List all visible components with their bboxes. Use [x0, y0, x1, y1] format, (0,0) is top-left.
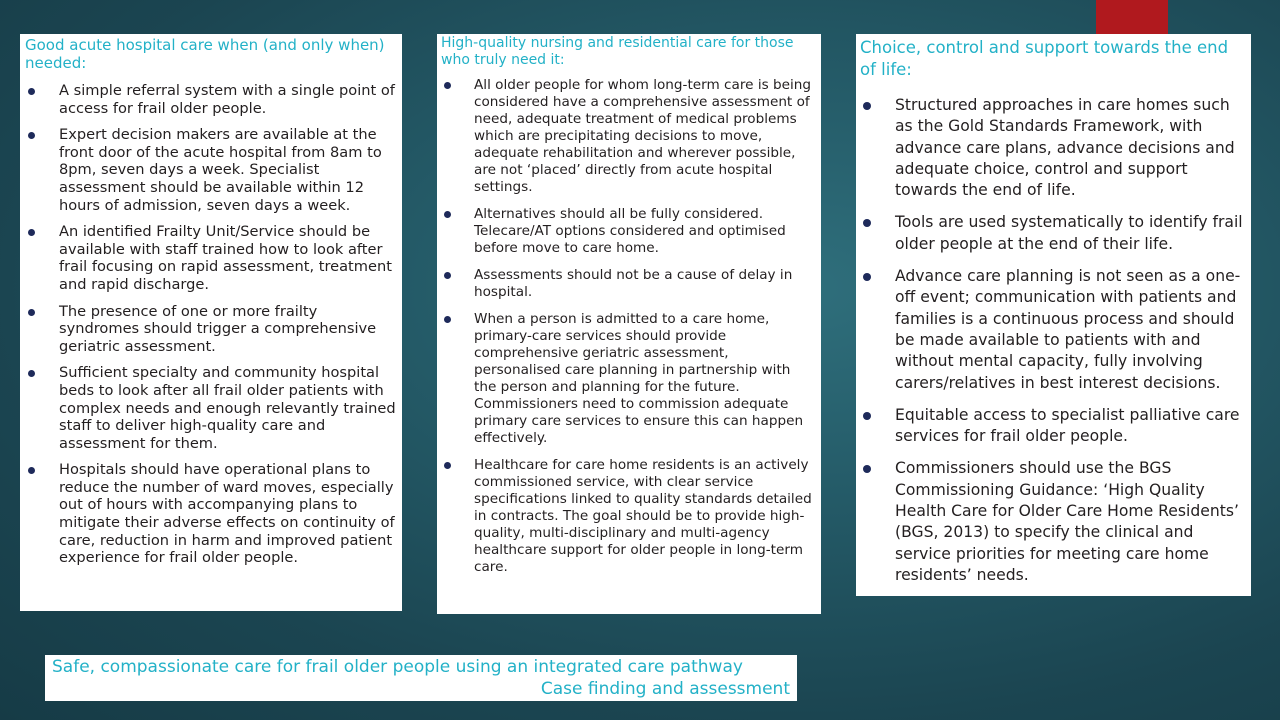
- end-of-life-list: [860, 95, 1247, 586]
- list-item-text: Alternatives should all be fully considered. Telecare/AT options considered and optimised before move to care home.: [474, 206, 786, 256]
- acute-care-list: [25, 82, 398, 567]
- bullet-icon: [28, 132, 35, 139]
- bullet-icon: [28, 88, 35, 95]
- residential-care-heading: High-quality nursing and residential care for those who truly need it:: [441, 35, 794, 68]
- list-item: [25, 82, 398, 117]
- bullet-icon: [444, 272, 451, 279]
- caption-banner: [45, 655, 797, 701]
- list-item-text: An identified Frailty Unit/Service should be available with staff trained how to look after frail focusing on rapid assessment, treatment and rapid discharge.: [59, 223, 392, 293]
- caption-title: Safe, compassionate care for frail older people using an integrated care pathway: [52, 657, 743, 677]
- list-item: [441, 311, 817, 447]
- list-item-text: Assessments should not be a cause of delay in hospital.: [474, 267, 793, 300]
- list-item: [860, 95, 1247, 201]
- list-item-text: Structured approaches in care homes such as the Gold Standards Framework, with advance care plans, advance decisions and adequate choice, control and support towards the end of life.: [895, 96, 1235, 200]
- caption-subtitle: Case finding and assessment: [540, 679, 790, 699]
- list-item-text: Expert decision makers are available at the front door of the acute hospital from 8am to 8pm, seven days a week. Specialist assessment should be available within 12 hours of admission, seven days a week.: [59, 126, 382, 214]
- list-item-text: A simple referral system with a single point of access for frail older people.: [59, 82, 395, 117]
- list-item-text: Sufficient specialty and community hospital beds to look after all frail older patients with complex needs and enough relevantly trained staff to deliver high-quality care and assessment for them.: [59, 364, 396, 452]
- list-item-text: Equitable access to specialist palliative care services for frail older people.: [895, 405, 1240, 446]
- acute-care-panel: [20, 34, 402, 611]
- residential-care-list: [441, 77, 817, 576]
- bullet-icon: [863, 102, 871, 110]
- list-item: [441, 206, 817, 257]
- bullet-icon: [863, 273, 871, 281]
- list-item-text: When a person is admitted to a care home, primary-care services should provide comprehensive geriatric assessment, personalised care planning in partnership with the person and planning for the future. Commissioners need to commission adequate primary care services to ensure this can happen effectively.: [474, 311, 804, 446]
- bullet-icon: [28, 467, 35, 474]
- list-item-text: Advance care planning is not seen as a one-off event; communication with patients and families is a continuous process and should be made available to patients with and without mental capacity, fully involving carers/relatives in best interest decisions.: [895, 267, 1241, 392]
- list-item: [441, 267, 817, 301]
- bullet-icon: [444, 211, 451, 218]
- list-item: [25, 126, 398, 214]
- bullet-icon: [863, 412, 871, 420]
- list-item: [441, 457, 817, 576]
- list-item-text: Healthcare for care home residents is an actively commissioned service, with clear service specifications linked to quality standards detailed in contracts. The goal should be to provide high-quality, multi-disciplinary and multi-agency healthcare support for older people in long-term care.: [474, 457, 812, 575]
- bullet-icon: [28, 370, 35, 377]
- list-item-text: Tools are used systematically to identify frail older people at the end of their life.: [895, 213, 1243, 253]
- end-of-life-heading: Choice, control and support towards the end of life:: [860, 38, 1229, 79]
- bullet-icon: [444, 462, 451, 469]
- bullet-icon: [28, 309, 35, 316]
- corner-accent-tab: [1096, 0, 1168, 34]
- list-item: [860, 212, 1247, 255]
- list-item: [25, 364, 398, 452]
- bullet-icon: [444, 316, 451, 323]
- residential-care-panel: [437, 34, 821, 614]
- list-item: [25, 223, 398, 293]
- list-item: [860, 405, 1247, 448]
- bullet-icon: [863, 465, 871, 473]
- bullet-icon: [444, 82, 451, 89]
- list-item-text: The presence of one or more frailty syndromes should trigger a comprehensive geriatric assessment.: [59, 302, 377, 355]
- list-item: [441, 77, 817, 196]
- bullet-icon: [863, 219, 871, 227]
- list-item: [25, 303, 398, 356]
- list-item: [25, 461, 398, 567]
- list-item-text: All older people for whom long-term care is being considered have a comprehensive assessment of need, adequate treatment of medical problems which are precipitating decisions to move, adequate rehabilitation and wherever possible, are not ‘placed’ directly from acute hospital settings.: [474, 77, 812, 195]
- list-item: [860, 458, 1247, 586]
- end-of-life-panel: [856, 34, 1251, 596]
- acute-care-heading: Good acute hospital care when (and only when) needed:: [25, 36, 385, 72]
- list-item-text: Hospitals should have operational plans to reduce the number of ward moves, especially out of hours with accompanying plans to mitigate their adverse effects on continuity of care, reduction in harm and improved patient experience for frail older people.: [59, 461, 395, 567]
- list-item-text: Commissioners should use the BGS Commissioning Guidance: ‘High Quality Health Care for Older Care Home Residents’ (BGS, 2013) to specify the clinical and service priorities for meeting care home residents’ needs.: [895, 459, 1239, 584]
- list-item: [860, 266, 1247, 394]
- bullet-icon: [28, 229, 35, 236]
